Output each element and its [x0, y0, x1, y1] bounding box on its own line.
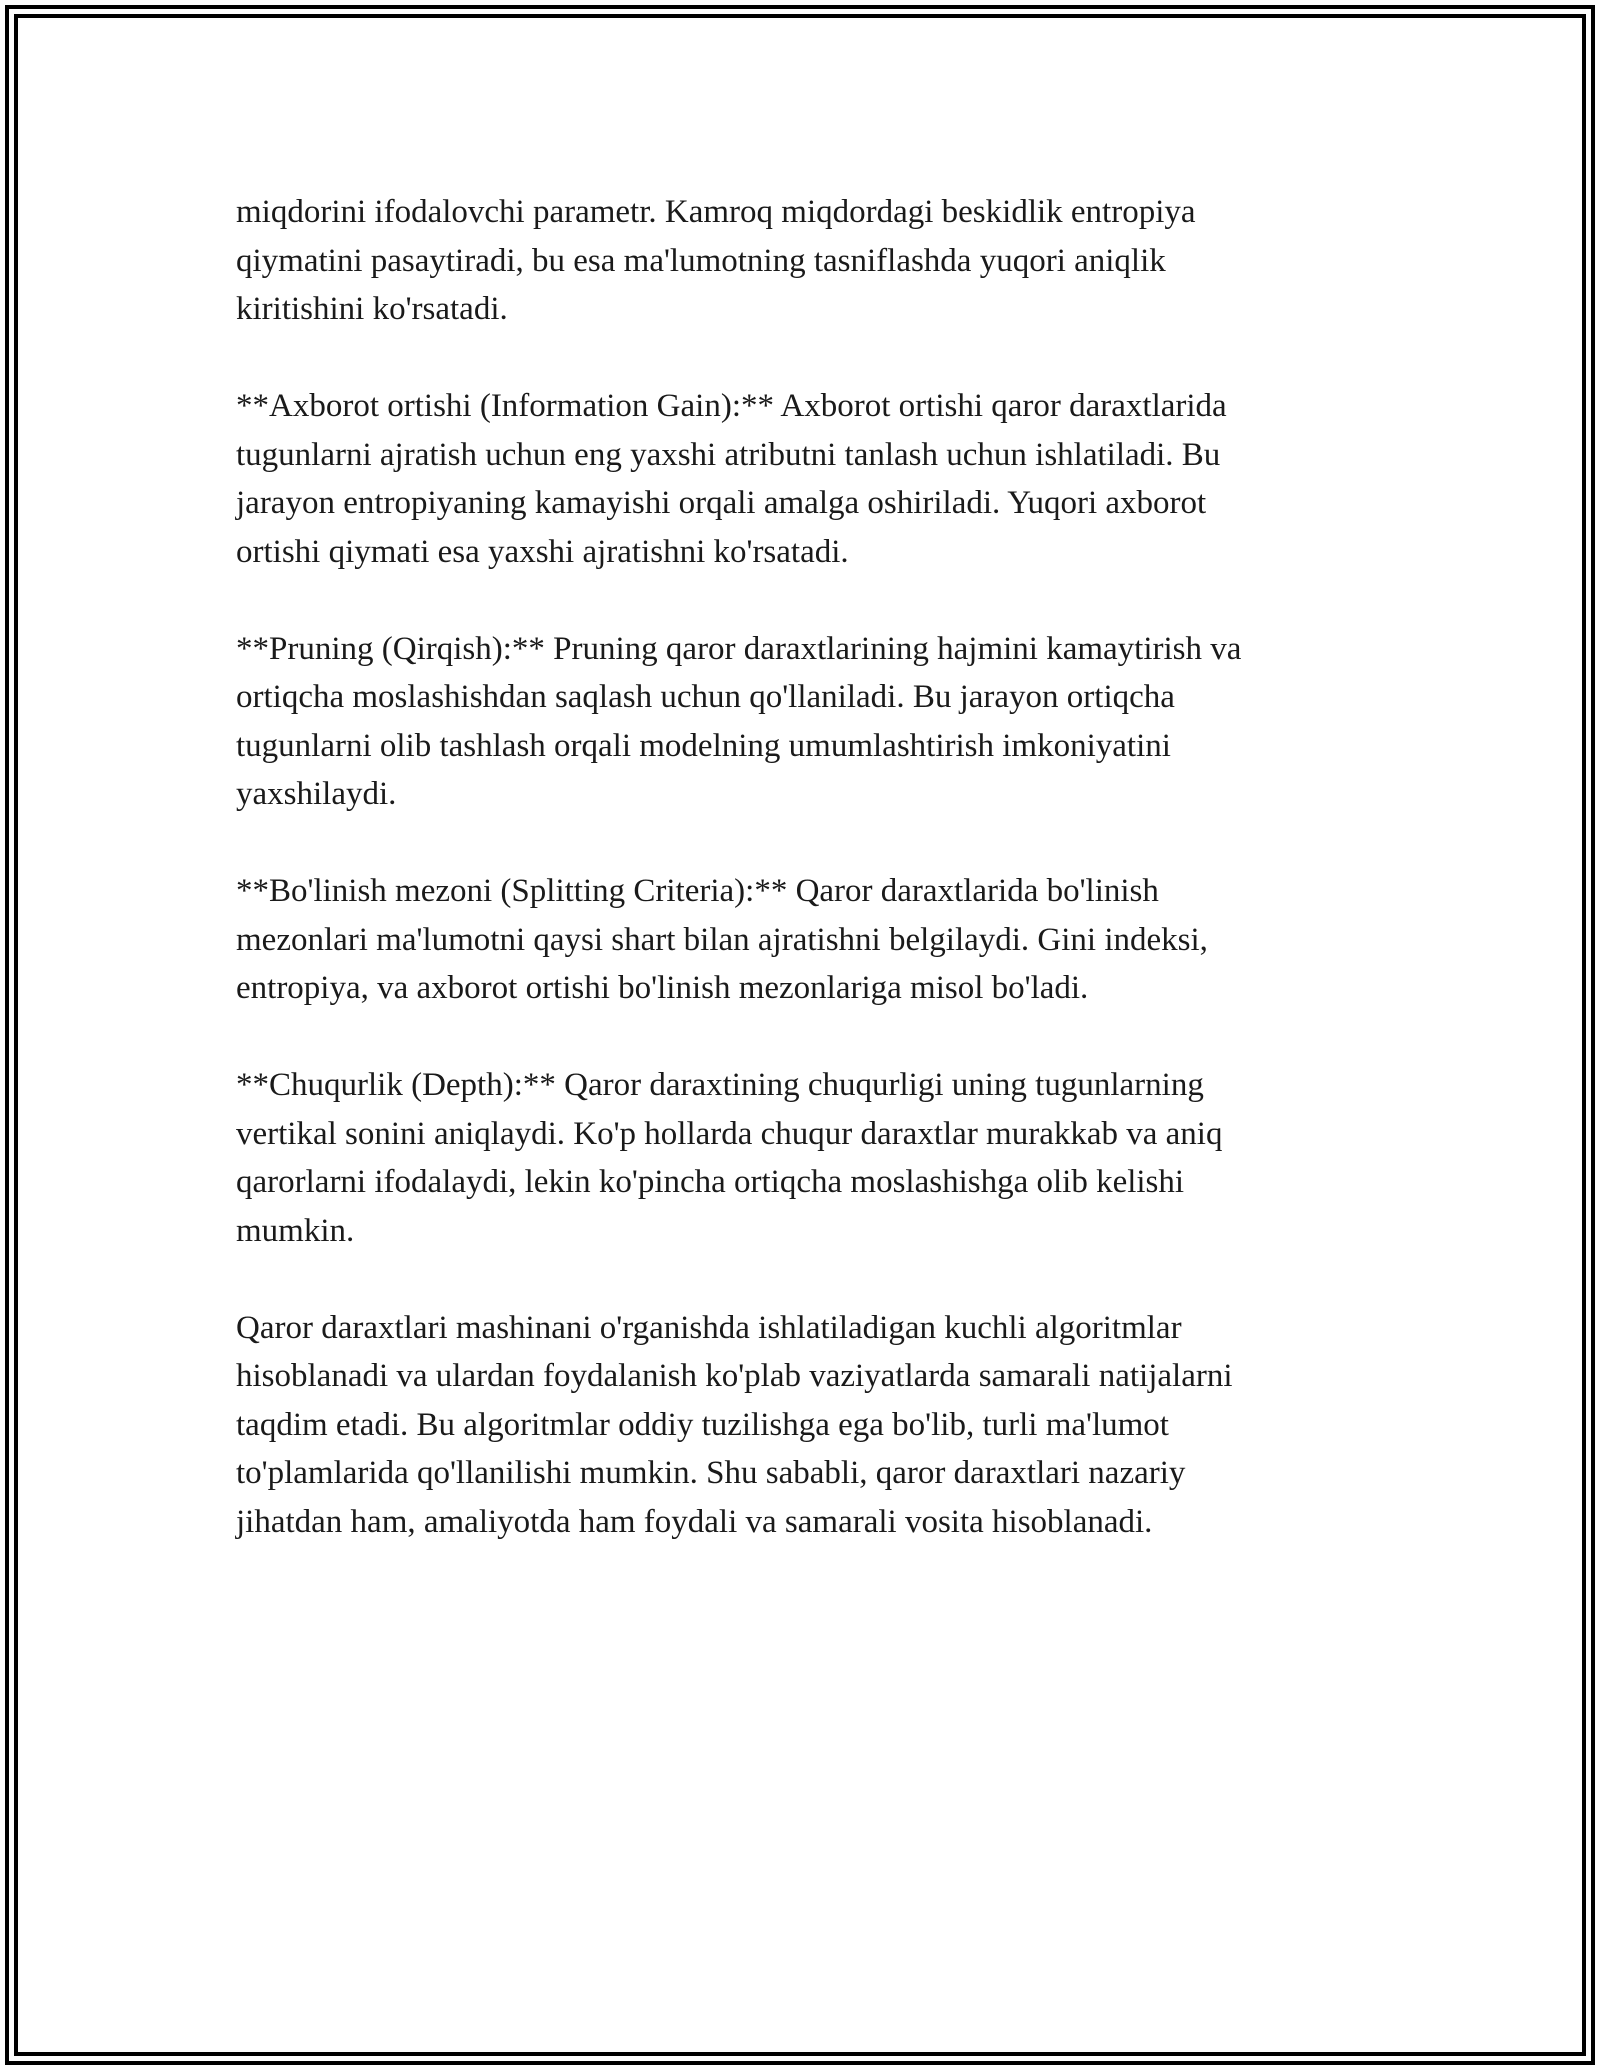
paragraph-entropy-continuation: miqdorini ifodalovchi parametr. Kamroq miqdordagi beskidlik entropiya qiymatini pasaytiradi, bu esa ma'lumotning tasniflashda yuqori aniqlik kiritishini ko'rsatadi. [236, 194, 1196, 327]
paragraph-depth: **Chuqurlik (Depth):** Qaror daraxtining chuqurligi uning tugunlarning vertikal sonini aniqlaydi. Ko'p hollarda chuqur daraxtlar murakkab va aniq qarorlarni ifodalaydi, lekin ko'pincha ortiqcha moslashishga olib kelishi mumkin. [236, 1067, 1223, 1249]
paragraph-splitting-criteria: **Bo'linish mezoni (Splitting Criteria):** Qaror daraxtlarida bo'linish mezonlari ma'lumotni qaysi shart bilan ajratishni belgilaydi. Gini indeksi, entropiya, va axborot ortishi bo'linish mezonlariga misol bo'ladi. [236, 873, 1208, 1006]
paragraph-pruning: **Pruning (Qirqish):** Pruning qaror daraxtlarining hajmini kamaytirish va ortiqcha moslashishdan saqlash uchun qo'llaniladi. Bu jarayon ortiqcha tugunlarni olib tashlash orqali modelning umumlashtirish imkoniyatini yaxshilaydi. [236, 630, 1242, 812]
document-body [236, 188, 1364, 1595]
paragraph-information-gain: **Axborot ortishi (Information Gain):** Axborot ortishi qaror daraxtlarida tugunlarni ajratish uchun eng yaxshi atributni tanlash uchun ishlatiladi. Bu jarayon entropiyaning kamayishi orqali amalga oshiriladi. Yuqori axborot ortishi qiymati esa yaxshi ajratishni ko'rsatadi. [236, 388, 1227, 570]
paragraph-conclusion: Qaror daraxtlari mashinani o'rganishda ishlatiladigan kuchli algoritmlar hisoblanadi va ulardan foydalanish ko'plab vaziyatlarda samarali natijalarni taqdim etadi. Bu algoritmlar oddiy tuzilishga ega bo'lib, turli ma'lumot to'plamlarida qo'llanilishi mumkin. Shu sababli, qaror daraxtlari nazariy jihatdan ham, amaliyotda ham foydali va samarali vosita hisoblanadi. [236, 1309, 1233, 1540]
